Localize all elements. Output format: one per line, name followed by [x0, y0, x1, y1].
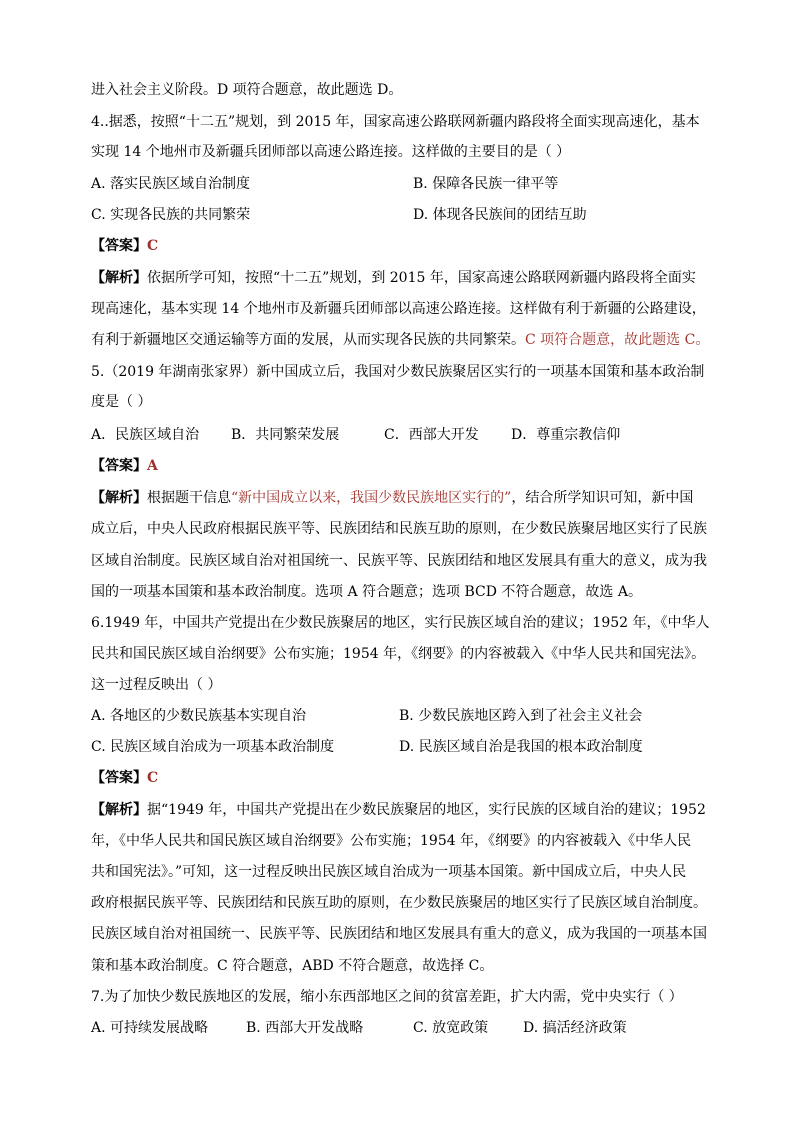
explanation-text: 根据题干信息: [147, 490, 231, 506]
question-4-option-c: C. 实现各民族的共同繁荣: [91, 207, 251, 223]
explanation-label: 【解析】: [91, 490, 147, 506]
question-4-explanation-cont: 现高速化，基本实现 14 个地州市及新疆兵团师部以高速公路连接。这样做有利于新疆的公路建设，: [91, 301, 706, 317]
question-6-explanation-cont: 年，《中华人民共和国民族区域自治纲要》公布实施；1954 年，《纲要》的内容被载入《中华人民: [91, 833, 692, 849]
question-7-option-c: C. 放宽政策: [413, 1020, 489, 1036]
explanation-text: 据“1949 年，中国共产党提出在少数民族聚居的地区，实行民族的区域自治的建议；1952: [147, 802, 706, 818]
text-line: 进入社会主义阶段。D 项符合题意，故此题选 D。: [91, 82, 403, 98]
question-5-explanation: [91, 488, 693, 508]
question-6-answer: [91, 768, 158, 788]
question-5-option-d: D．尊重宗教信仰: [511, 427, 621, 443]
question-6-explanation-cont: 政府根据民族平等、民族团结和民族互助的原则，在少数民族聚居的地区实行了民族区域自治制度。: [91, 895, 707, 911]
question-4-option-b: B. 保障各民族一律平等: [413, 176, 559, 192]
question-6-stem: 6.1949 年，中国共产党提出在少数民族聚居的地区，实行民族区域自治的建议；1952 年，《中华人: [91, 615, 710, 631]
question-7-stem: 7.为了加快少数民族地区的发展，缩小东西部地区之间的贫富差距，扩大内需，党中央实行（ ）: [91, 989, 683, 1005]
explanation-text: 有利于新疆地区交通运输等方面的发展，从而实现各民族的共同繁荣。: [91, 332, 525, 348]
question-4-stem: 4..据悉，按照“十二五”规划，到 2015 年，国家高速公路联网新疆内路段将全面实现高速化，基本: [91, 114, 700, 130]
question-6-explanation: [91, 800, 706, 820]
question-5-option-b: B．共同繁荣发展: [231, 427, 340, 443]
question-4-option-a: A. 落实民族区域自治制度: [91, 176, 251, 192]
question-7-option-b: B. 西部大开发战略: [246, 1020, 364, 1036]
question-5-explanation-cont: 成立后，中央人民政府根据民族平等、民族团结和民族互助的原则，在少数民族聚居地区实行了民族: [91, 521, 707, 537]
question-5-explanation-cont: 国的一项基本国策和基本政治制度。选项 A 符合题意；选项 BCD 不符合题意，故选 A。: [91, 584, 642, 600]
question-7-option-a: A. 可持续发展战略: [91, 1020, 209, 1036]
question-5-option-c: C．西部大开发: [384, 427, 479, 443]
question-4-stem-cont: 实现 14 个地州市及新疆兵团师部以高速公路连接。这样做的主要目的是（ ）: [91, 144, 571, 160]
question-6-explanation-cont: 策和基本政治制度。C 符合题意，ABD 不符合题意，故选择 C。: [91, 958, 494, 974]
question-7-option-d: D. 搞活经济政策: [523, 1020, 627, 1036]
explanation-label: 【解析】: [91, 802, 147, 818]
question-4-answer: [91, 236, 158, 256]
explanation-label: 【解析】: [91, 270, 147, 286]
answer-label: 【答案】: [91, 238, 147, 254]
question-4-option-d: D. 体现各民族间的团结互助: [413, 207, 587, 223]
question-6-explanation-cont: 民族区域自治对祖国统一、民族平等、民族团结和地区发展具有重大的意义，成为我国的一项基本国: [91, 926, 707, 942]
question-6-stem-cont: 民共和国民族区域自治纲要》公布实施；1954 年，《纲要》的内容被载入《中华人民共和国宪法》。: [91, 646, 706, 662]
answer-value: C: [147, 770, 159, 786]
question-5-explanation-cont: 区域自治制度。民族区域自治对祖国统一、民族平等、民族团结和地区发展具有重大的意义，成为我: [91, 553, 707, 569]
answer-label: 【答案】: [91, 458, 147, 474]
question-6-explanation-cont: 共和国宪法》。”可知，这一过程反映出民族区域自治成为一项基本国策。新中国成立后，中央人民: [91, 864, 687, 880]
question-5-answer: [91, 456, 158, 476]
question-5-stem: 5.（2019 年湖南张家界）新中国成立后，我国对少数民族聚居区实行的一项基本国策和基本政治制: [91, 364, 705, 380]
question-5-option-a: A．民族区域自治: [91, 427, 200, 443]
question-4-explanation-cont: [91, 330, 709, 350]
answer-value: C: [147, 238, 159, 254]
question-6-stem-cont: 这一过程反映出（ ）: [91, 677, 222, 693]
question-5-stem-cont: 度是（ ）: [91, 394, 152, 410]
question-6-option-c: C. 民族区域自治成为一项基本政治制度: [91, 739, 335, 755]
question-6-option-a: A. 各地区的少数民族基本实现自治: [91, 708, 307, 724]
question-4-explanation: [91, 268, 696, 288]
explanation-text: ，结合所学知识可知，新中国: [511, 490, 694, 506]
explanation-text: 依据所学可知，按照“十二五”规划，到 2015 年，国家高速公路联网新疆内路段将全面实: [147, 270, 696, 286]
answer-value: A: [147, 458, 158, 474]
answer-label: 【答案】: [91, 770, 147, 786]
question-6-option-d: D. 民族区域自治是我国的根本政治制度: [399, 739, 643, 755]
explanation-quote: “新中国成立以来，我国少数民族地区实行的”: [231, 490, 512, 506]
question-6-option-b: B. 少数民族地区跨入到了社会主义社会: [399, 708, 643, 724]
explanation-highlight: C 项符合题意，故此题选 C。: [525, 332, 710, 348]
